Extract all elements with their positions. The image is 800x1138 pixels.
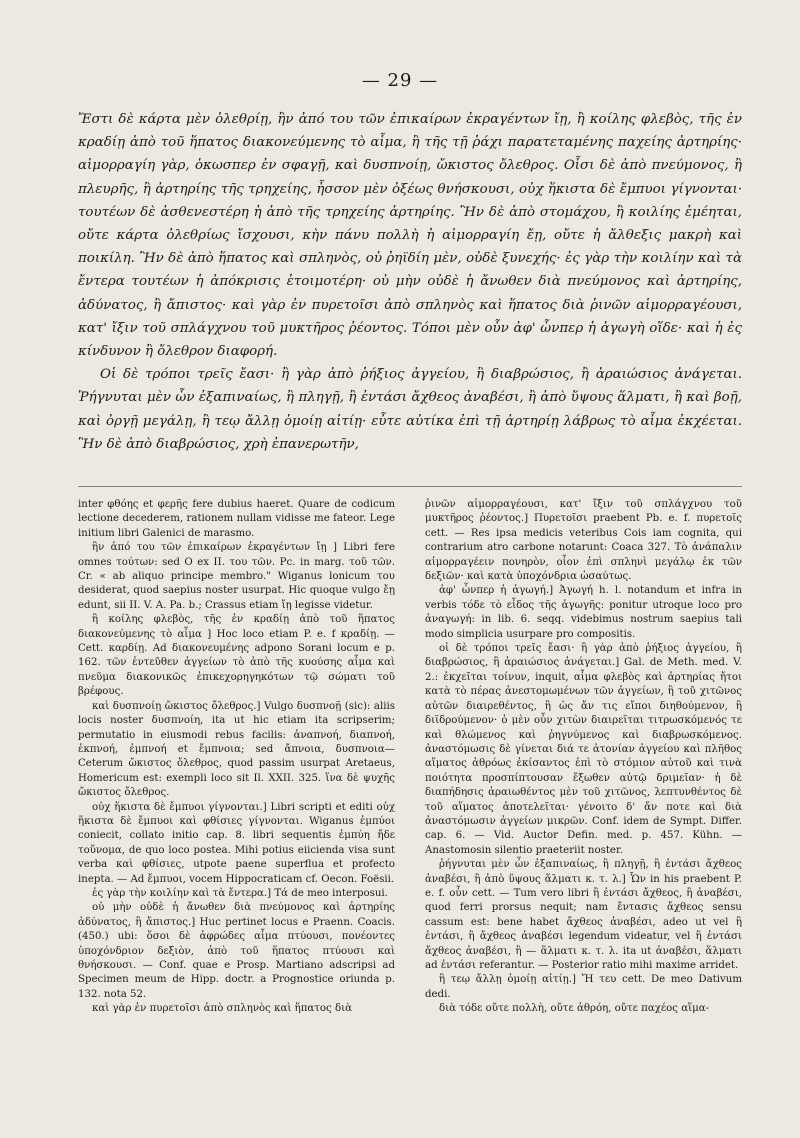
footnote-rule	[78, 486, 742, 487]
main-paragraph: Ἔστι δὲ κάρτα μὲν ὀλεθρίῃ, ἢν ἀπό του τῶν ἐπικαίρων ἐκραγέντων ἴῃ, ἢ κοίλης φλεβὸς, τῆς ἐν κραδίῃ ἀπὸ τοῦ ἥπατος διακονεύμενης τὸ αἷμα, ἢ τῆς τῇ ῥάχι παρατεταμένης παχείης ἀρτηρίης· αἱμορραγίη γὰρ, ὁκωσπερ ἐν σφαγῇ, καὶ δυσπνοίῃ, ὤκιστος ὄλεθρος. Οἷσι δὲ ἀπὸ πνεύμονος, ἢ πλευρῆς, ἢ ἀρτηρίης τῆς τρηχείης, ἧσσον μὲν ὀξέως θνήσκουσι, οὐχ ἥκιστα δὲ ἔμπυοι γίγνονται· τουτέων δὲ ἀσθενεστέρη ἡ ἀπὸ τῆς τρηχείης ἀρτηρίης. Ἢν δὲ ἀπὸ στομάχου, ἢ κοιλίης ἐμέηται, οὔτε κάρτα ὀλεθρίως ἴσχουσι, κὴν πάνυ πολλὴ ἡ αἱμορραγίη ἔῃ, οὔτε ἡ ἄλθεξις μακρὴ καὶ ποικίλη. Ἢν δὲ ἀπὸ ἥπατος καὶ σπληνὸς, οὐ ῥηϊδίη μὲν, οὐδὲ ξυνεχής· ἐς γὰρ τὴν κοιλίην καὶ τὰ ἔντερα τουτέων ἡ ἀπόκρισις ἑτοιμοτέρη· οὐ μὴν οὐδὲ ἡ ἄνωθεν διὰ πνεύμονος καὶ ἀρτηρίης, ἀδύνατος, ἢ ἄπιστος· καὶ γὰρ ἐν πυρετοῖσι ἀπὸ σπληνὸς καὶ ἥπατος διὰ ῥινῶν αἱμορραγέουσι, κατ' ἴξιν τοῦ σπλάγχνου τοῦ μυκτῆρος ῥέοντος. Τόποι μὲν οὖν ἀφ' ὧνπερ ἡ ἀγωγὴ οἵδε· καὶ ἡ ἐς κίνδυνον ἢ ὄλεθρον διαφορή.	[78, 112, 742, 360]
note-paragraph: οὐ μὴν οὐδὲ ἡ ἄνωθεν διὰ πνεύμονος καὶ ἀρτηρίης ἀδύνατος, ἢ ἄπιστος.] Huc pertinet locus e Praenn. Coacis. (450.) ubi: ὅσοι δὲ ἀφρώδες αἷμα πτύουσι, πονέοντες ὑποχόνδριον δεξιὸν, ἀπὸ τοῦ ἥπατος πτύουσι καὶ θνήσκουσι. — Conf. quae e Prosp. Martiano adscripsi ad Specimen meum de Hipp. doctr. a Prognostice oriunda p. 132. nota 52.	[78, 902, 395, 1000]
page-number: — 29 —	[361, 70, 439, 91]
note-paragraph: ῥινῶν αἱμορραγέουσι, κατ' ἴξιν τοῦ σπλάγχνου τοῦ μυκτῆρος ῥέοντος.] Πυρετοῖσι praebent Pb. e. f. πυρετοῖς cett. — Res ipsa medicis veteribus Cois iam cognita, qui contrarium atro carbone notarunt: Coaca 327. Τὸ ἀνάπαλιν αἱμορραγέειν πονηρὸν, οἷον ἐπὶ σπληνὶ μεγάλῳ ἐκ τῶν δεξιῶν· καὶ κατὰ ὑποχόνδρια ὡσαύτως.	[425, 499, 742, 583]
notes-right-column	[425, 498, 742, 1017]
note-paragraph: οἱ δὲ τρόποι τρεῖς ἔασι· ἢ γὰρ ἀπὸ ῥήξιος ἀγγείου, ἢ διαβρώσιος, ἢ ἀραιώσιος ἀνάγεται.] Gal. de Meth. med. V. 2.: ἐκχεῖται τοίνυν, inquit, αἷμα φλεβὸς καὶ ἀρτηρίας ἤτοι κατὰ τὸ πέρας ἀνεστομωμένων τῶν ἀγγείων, ἢ τοῦ χιτῶνος αὐτῶν διαιρεθέντος, ἢ ὡς ἄν τις εἴποι διηθούμενον, ἢ διϊδρούμενον· ὁ μὲν οὖν χιτὼν διαιρεῖται τιτρωσκόμενός τε καὶ θλώμενος καὶ ῥηγνύμενος καὶ διαβρωσκόμενος. ἀναστόμωσις δὲ γίνεται διά τε ἀτονίαν ἀγγείου καὶ πλῆθος αἵματος ἀθρόως ἐκίσαντος ἐπὶ τὸ στόμιον αὐτοῦ καὶ τινὰ ποιότητα προσπίπτουσαν ἔξωθεν αὐτῷ δριμεῖαν· ἡ δὲ διαπήδησις ἀραιωθέντος μὲν τοῦ χιτῶνος, λεπτυνθέντος δὲ τοῦ αἵματος ἀποτελεῖται· γένοιτο δ' ἄν ποτε καὶ διὰ ἀναστόμωσιν ἀγγείων μικρῶν. Conf. idem de Sympt. Differ. cap. 6. — Vid. Auctor Defin. med. p. 457. Kühn. — Anastomosin silentio praeteriit noster.	[425, 643, 742, 856]
note-paragraph: inter φθόης et φερῆς fere dubius haeret. Quare de codicum lectione decederem, rationem nullam vidisse me fateor. Lege initium libri Galenici de marasmo.	[78, 499, 395, 539]
note-paragraph: ἢ τεῳ ἄλλῃ ὁμοίῃ αἰτίῃ.] Ἤ τευ cett. De meo Dativum dedi.	[425, 974, 742, 1000]
notes-left-column	[78, 498, 395, 1017]
note-paragraph: καὶ γὰρ ἐν πυρετοῖσι ἀπὸ σπληνὸς καὶ ἥπατος διὰ	[92, 1003, 352, 1015]
note-paragraph: ἢ κοίλης φλεβὸς, τῆς ἐν κραδίῃ ἀπὸ τοῦ ἥπατος διακονεύμενης τὸ αἷμα ] Hoc loco etiam P. e. f κραδίῃ. — Cett. καρδίῃ. Ad διακονευμένης adpono Sorani locum e p. 162. τῶν ἐντεῦθεν ἀγγείων τὸ ἀπὸ τῆς κυούσης αἷμα καὶ πνεῦμα διακονικῶς ἐπικεχορηγηκότων τῷ σώματι τοῦ βρέφους.	[78, 614, 395, 698]
note-paragraph: ἀφ' ὧνπερ ἡ ἀγωγή.] Ἀγωγή h. l. notandum et infra in verbis τόδε τὸ εἶδος τῆς ἀγωγῆς: ponitur utroque loco pro ἀναγωγή: in lib. 6. seqq. videbimus nostrum saepius tali modo simplicia usurpare pro compositis.	[425, 585, 742, 640]
note-paragraph: διὰ τόδε οὔτε πολλὴ, οὔτε ἀθρόη, οὔτε παχέος αἵμα-	[439, 1003, 710, 1015]
note-paragraph: καὶ δυσπνοίῃ ὤκιστος ὄλεθρος.] Vulgo δυσπνοῇ (sic): aliis locis noster δυσπνοίη, ita ut hic etiam ita scripserim; permutatio in eiusmodi rebus facilis: ἀναπνοή, διαπνοή, ἐκπνοή, ἐμπνοή et ἔμπνοια; sed ἄπνοια, δυσπνοια— Ceterum ὤκιστος ὄλεθρος, quod passim usurpat Aretaeus, Homericum est: exempli loco sit Il. XXII. 325. ἵνα δὲ ψυχῆς ὤκιστος ὄλεθρος.	[78, 700, 395, 799]
note-paragraph: οὐχ ἥκιστα δὲ ἔμπυοι γίγνονται.] Libri scripti et editi οὐχ ἥκιστα δὲ ἔμπυοι καὶ φθίσιες γίγνονται. Wiganus ἐμπύοι coniecit, collato initio cap. 8. libri sequentis ἐμπύη ἤδε τοὔνομα, de quo loco postea. Mihi potius eiicienda visa sunt verba καὶ φθίσιες, utpote paene superflua et profecto inepta. — Ad ἔμπυοι, vocem Hippocraticam cf. Oecon. Foësii.	[78, 801, 395, 885]
note-paragraph: ῥήγνυται μὲν ὧν ἐξαπιναίως, ἢ πληγῇ, ἢ ἐντάσι ἄχθεος ἀναβέσι, ἢ ἀπὸ ὕψους ἅλματι κ. τ. λ.] Ὧν in his praebent P. e. f. οὖν cett. — Tum vero libri ἢ ἐντάσι ἄχθεος, ἢ ἀναβέσι, quod ferri prorsus nequit; nam ἔντασις ἄχθεος sensu cassum est: bene habet ἄχθεος ἀναβέσι, adeo ut vel ἢ ἐντάσι, ἢ ἄχθεος ἀναβέσι legendum videatur, vel ἢ ἐντάσι ἄχθεος ἀναβέσι, ἢ — ἅλματι κ. τ. λ. ita ut ἀναβέσι, ἅλματι ad ἐντάσι referantur. — Posterior ratio mihi maxime arridet.	[425, 859, 742, 971]
note-paragraph: ἐς γὰρ τὴν κοιλίην καὶ τὰ ἔντερα.] Τά de meo interposui.	[92, 887, 388, 899]
main-text	[78, 108, 742, 456]
note-paragraph: ἢν ἀπό του τῶν ἐπικαίρων ἐκραγέντων ἴῃ ] Libri fere omnes τούτων: sed O ex II. του τῶν. Pc. in marg. τοῦ τῶν. Cr. « ab aliquo principe membro." Wiganus lonicum του desiderat, quod saepius noster usurpat. Hic quoque vulgo ἔῃ edunt, sii II. V. A. Pa. b.; Crassus etiam ἴῃ legisse videtur.	[78, 542, 395, 611]
main-paragraph: Οἱ δὲ τρόποι τρεῖς ἔασι· ἢ γὰρ ἀπὸ ῥήξιος ἀγγείου, ἢ διαβρώσιος, ἢ ἀραιώσιος ἀνάγεται. Ῥήγνυται μὲν ὧν ἐξαπιναίως, ἢ πληγῇ, ἢ ἐντάσι ἄχθεος ἀναβέσι, ἢ ἀπὸ ὕψους ἅλματι, ἢ καὶ βοῇ, καὶ ὀργῇ μεγάλῃ, ἢ τεῳ ἄλλῃ ὁμοίῃ αἰτίῃ· εὖτε αὐτίκα ἐπὶ τῇ ἀρτηρίῃ λάβρως τὸ αἷμα ἐκχέεται. Ἢν δὲ ἀπὸ διαβρώσιος, χρὴ ἐπανερωτῆν,	[78, 367, 742, 452]
